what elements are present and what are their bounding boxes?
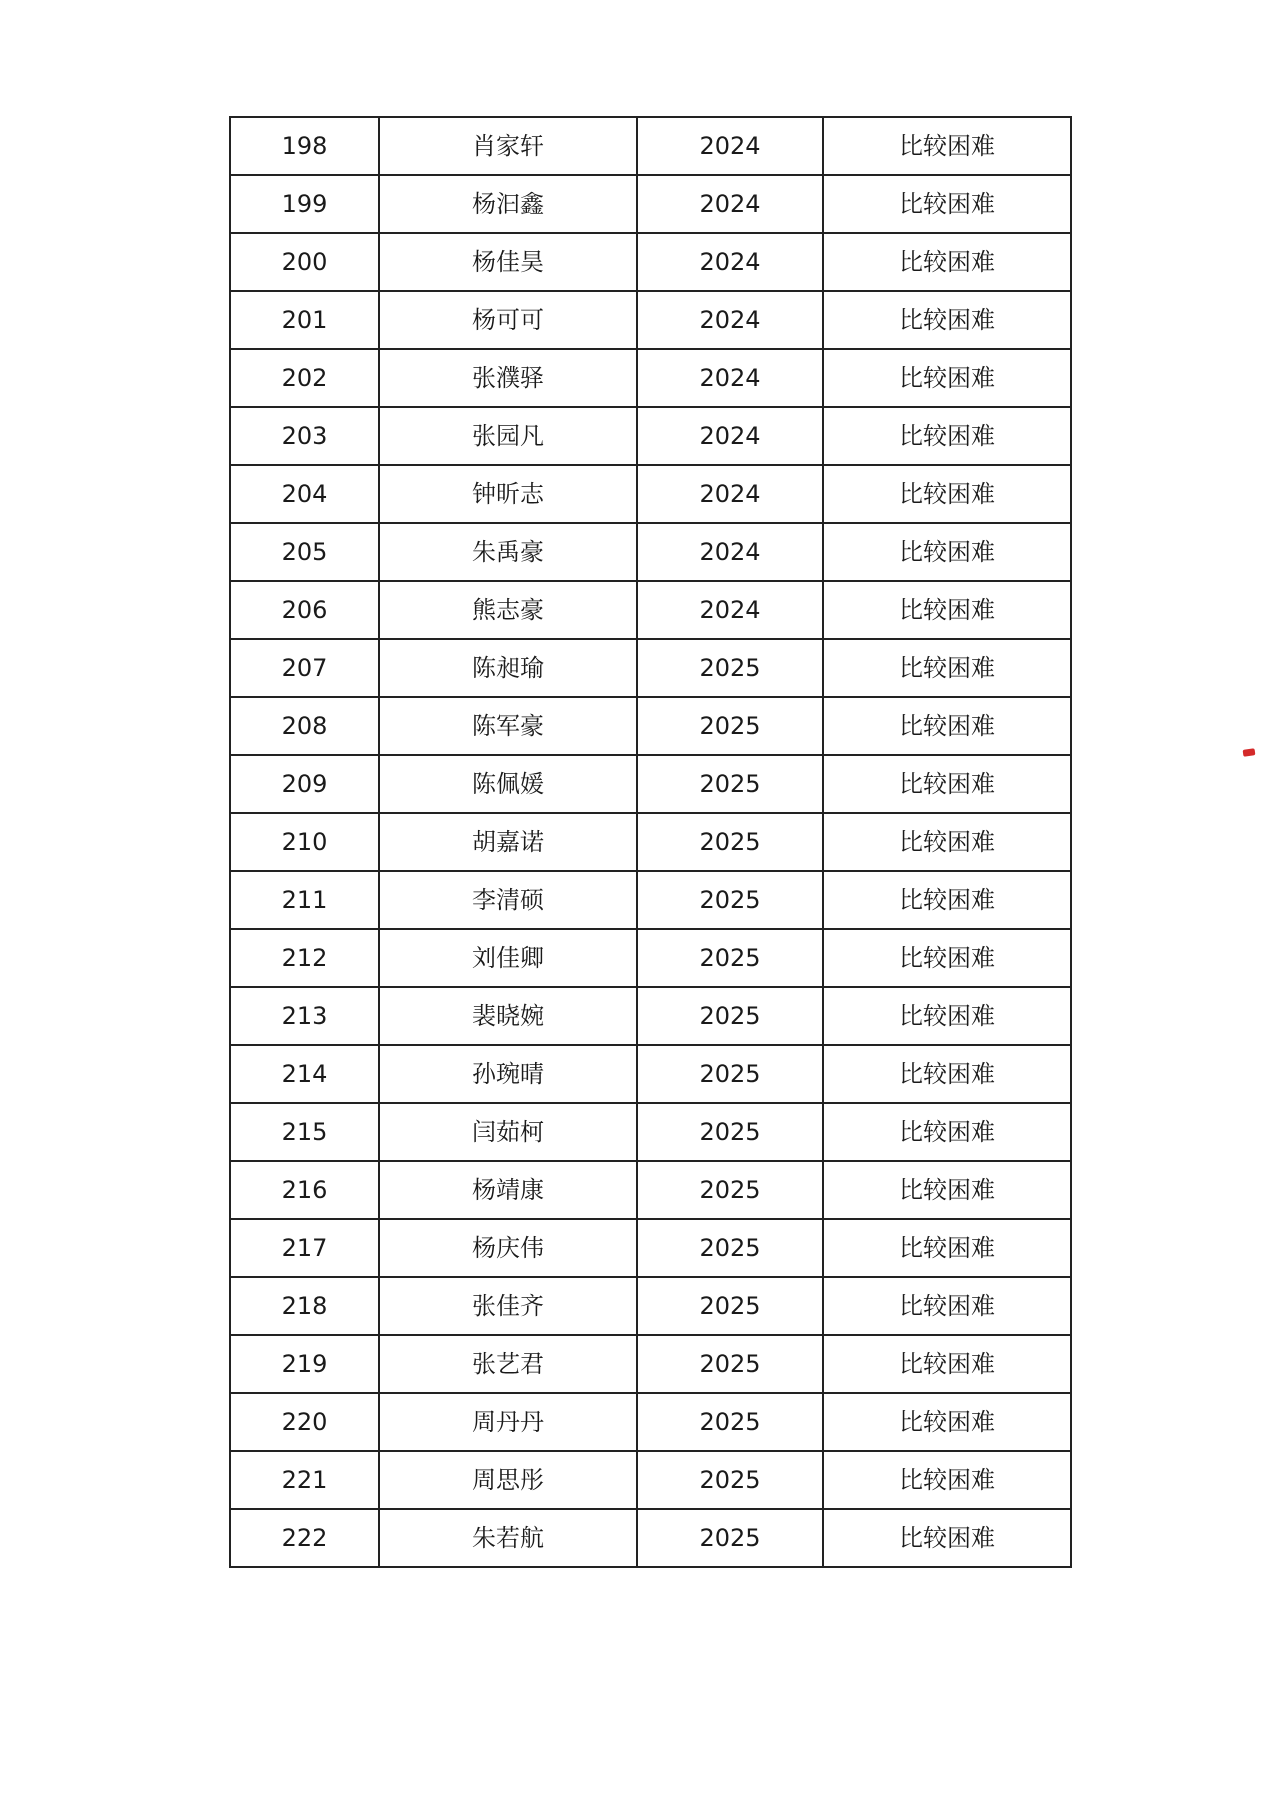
difficulty-level-cell: 比较困难 [823,581,1071,639]
student-name-cell: 陈昶瑜 [379,639,637,697]
difficulty-level-cell: 比较困难 [823,349,1071,407]
student-name-cell: 张艺君 [379,1335,637,1393]
year-cell: 2025 [637,639,823,697]
year-cell: 2025 [637,813,823,871]
difficulty-level-cell: 比较困难 [823,233,1071,291]
year-cell: 2025 [637,1393,823,1451]
student-name-cell: 张佳齐 [379,1277,637,1335]
row-number-cell: 221 [230,1451,379,1509]
difficulty-level-cell: 比较困难 [823,291,1071,349]
row-number-cell: 209 [230,755,379,813]
table-row [230,233,1071,291]
row-number-cell: 216 [230,1161,379,1219]
student-name-cell: 闫茹柯 [379,1103,637,1161]
roster-table-body [230,117,1071,1567]
student-name-cell: 杨可可 [379,291,637,349]
difficulty-level-cell: 比较困难 [823,1509,1071,1567]
year-cell: 2024 [637,349,823,407]
row-number-cell: 210 [230,813,379,871]
year-cell: 2025 [637,1103,823,1161]
student-name-cell: 陈佩媛 [379,755,637,813]
year-cell: 2025 [637,1509,823,1567]
year-cell: 2025 [637,1045,823,1103]
table-row [230,871,1071,929]
table-row [230,523,1071,581]
table-row [230,929,1071,987]
row-number-cell: 215 [230,1103,379,1161]
student-name-cell: 朱禹豪 [379,523,637,581]
year-cell: 2025 [637,755,823,813]
year-cell: 2025 [637,1451,823,1509]
table-row [230,1335,1071,1393]
year-cell: 2025 [637,871,823,929]
student-name-cell: 李清硕 [379,871,637,929]
difficulty-level-cell: 比较困难 [823,1219,1071,1277]
row-number-cell: 203 [230,407,379,465]
table-row [230,697,1071,755]
row-number-cell: 220 [230,1393,379,1451]
difficulty-level-cell: 比较困难 [823,639,1071,697]
difficulty-level-cell: 比较困难 [823,1161,1071,1219]
year-cell: 2024 [637,291,823,349]
year-cell: 2025 [637,1277,823,1335]
difficulty-level-cell: 比较困难 [823,523,1071,581]
table-row [230,1045,1071,1103]
row-number-cell: 219 [230,1335,379,1393]
row-number-cell: 212 [230,929,379,987]
row-number-cell: 206 [230,581,379,639]
student-name-cell: 熊志豪 [379,581,637,639]
year-cell: 2024 [637,465,823,523]
row-number-cell: 202 [230,349,379,407]
row-number-cell: 200 [230,233,379,291]
table-row [230,175,1071,233]
year-cell: 2025 [637,929,823,987]
table-row [230,1161,1071,1219]
year-cell: 2025 [637,1219,823,1277]
difficulty-level-cell: 比较困难 [823,697,1071,755]
year-cell: 2024 [637,581,823,639]
student-name-cell: 杨靖康 [379,1161,637,1219]
table-row [230,117,1071,175]
table-row [230,1219,1071,1277]
table-row [230,1509,1071,1567]
row-number-cell: 201 [230,291,379,349]
student-name-cell: 陈军豪 [379,697,637,755]
row-number-cell: 222 [230,1509,379,1567]
year-cell: 2024 [637,233,823,291]
difficulty-level-cell: 比较困难 [823,1451,1071,1509]
year-cell: 2025 [637,1335,823,1393]
student-name-cell: 杨庆伟 [379,1219,637,1277]
difficulty-level-cell: 比较困难 [823,1393,1071,1451]
difficulty-level-cell: 比较困难 [823,813,1071,871]
row-number-cell: 207 [230,639,379,697]
table-row [230,465,1071,523]
student-name-cell: 张园凡 [379,407,637,465]
difficulty-level-cell: 比较困难 [823,871,1071,929]
row-number-cell: 204 [230,465,379,523]
student-name-cell: 杨汩鑫 [379,175,637,233]
difficulty-level-cell: 比较困难 [823,407,1071,465]
year-cell: 2024 [637,117,823,175]
table-row [230,349,1071,407]
roster-table [229,116,1072,1568]
difficulty-level-cell: 比较困难 [823,117,1071,175]
difficulty-level-cell: 比较困难 [823,465,1071,523]
year-cell: 2024 [637,175,823,233]
table-row [230,1103,1071,1161]
table-row [230,581,1071,639]
row-number-cell: 214 [230,1045,379,1103]
student-name-cell: 刘佳卿 [379,929,637,987]
student-name-cell: 胡嘉诺 [379,813,637,871]
year-cell: 2024 [637,523,823,581]
table-row [230,755,1071,813]
table-row [230,291,1071,349]
table-row [230,407,1071,465]
year-cell: 2024 [637,407,823,465]
table-row [230,639,1071,697]
row-number-cell: 217 [230,1219,379,1277]
student-name-cell: 肖家轩 [379,117,637,175]
red-ink-mark [1243,748,1256,757]
row-number-cell: 205 [230,523,379,581]
student-name-cell: 钟昕志 [379,465,637,523]
difficulty-level-cell: 比较困难 [823,755,1071,813]
row-number-cell: 198 [230,117,379,175]
student-name-cell: 孙琬晴 [379,1045,637,1103]
table-row [230,1451,1071,1509]
student-name-cell: 周丹丹 [379,1393,637,1451]
table-row [230,813,1071,871]
difficulty-level-cell: 比较困难 [823,1277,1071,1335]
row-number-cell: 218 [230,1277,379,1335]
student-name-cell: 朱若航 [379,1509,637,1567]
table-row [230,1277,1071,1335]
row-number-cell: 211 [230,871,379,929]
student-name-cell: 裴晓婉 [379,987,637,1045]
difficulty-level-cell: 比较困难 [823,929,1071,987]
year-cell: 2025 [637,987,823,1045]
table-row [230,1393,1071,1451]
student-name-cell: 张濮驿 [379,349,637,407]
row-number-cell: 199 [230,175,379,233]
year-cell: 2025 [637,1161,823,1219]
year-cell: 2025 [637,697,823,755]
row-number-cell: 213 [230,987,379,1045]
difficulty-level-cell: 比较困难 [823,1045,1071,1103]
difficulty-level-cell: 比较困难 [823,987,1071,1045]
difficulty-level-cell: 比较困难 [823,175,1071,233]
row-number-cell: 208 [230,697,379,755]
student-name-cell: 杨佳昊 [379,233,637,291]
table-row [230,987,1071,1045]
student-name-cell: 周思彤 [379,1451,637,1509]
difficulty-level-cell: 比较困难 [823,1335,1071,1393]
difficulty-level-cell: 比较困难 [823,1103,1071,1161]
